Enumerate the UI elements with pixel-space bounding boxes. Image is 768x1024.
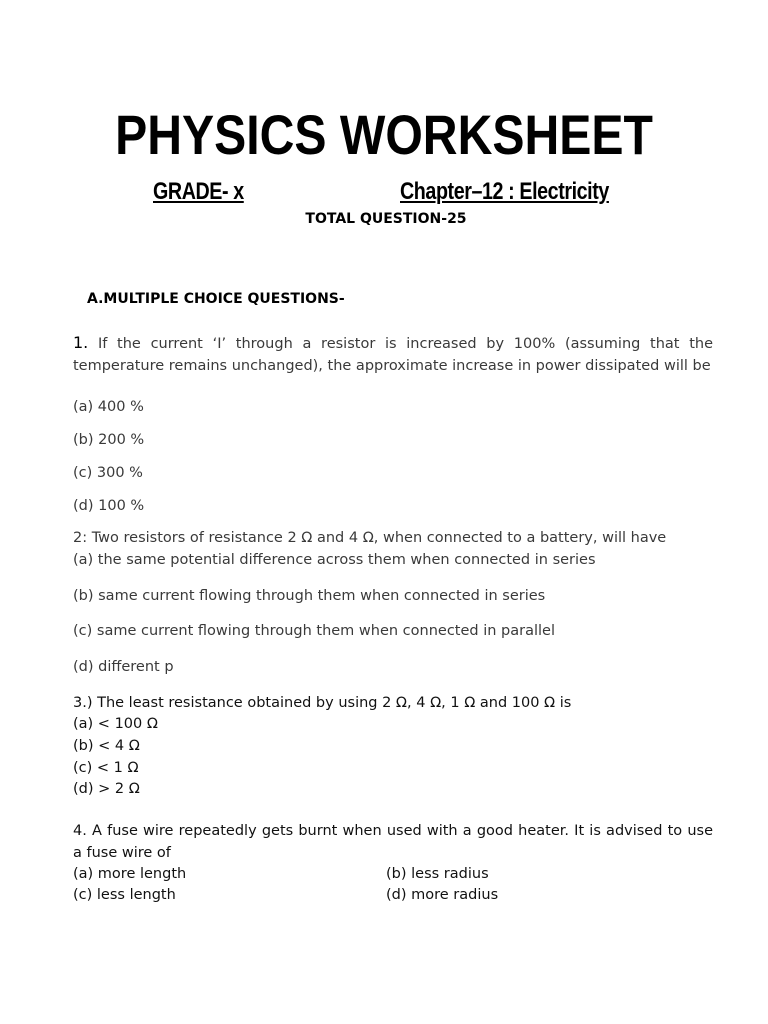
q3-option-d: (d) > 2 Ω (73, 781, 140, 797)
q2-option-a: (a) the same potential difference across them when connected in series (73, 552, 596, 568)
question-1-number: 1. (73, 333, 89, 352)
q1-option-a: (a) 400 % (73, 399, 144, 415)
q4-option-d: (d) more radius (386, 887, 499, 903)
grade-label: GRADE- x (153, 178, 244, 205)
q4-option-a: (a) more length (73, 866, 187, 882)
question-1-text: If the current ‘I’ through a resistor is increased by 100% (assuming that the temperature remains unchanged), the approximate increase in power dissipated will be (73, 336, 713, 374)
q2-option-b: (b) same current flowing through them when connected in series (73, 588, 546, 604)
q1-option-b: (b) 200 % (73, 432, 145, 448)
question-4-text: 4. A fuse wire repeatedly gets burnt when used with a good heater. It is advised to use a fuse wire of (73, 823, 713, 861)
q2-option-d: (d) different p (73, 659, 174, 675)
chapter-label: Chapter–12 : Electricity (400, 178, 609, 205)
section-heading: A.MULTIPLE CHOICE QUESTIONS- (87, 291, 345, 307)
worksheet-title: PHYSICS WORKSHEET (115, 103, 653, 166)
q4-option-c: (c) less length (73, 887, 176, 903)
question-3-text: 3.) The least resistance obtained by using 2 Ω, 4 Ω, 1 Ω and 100 Ω is (73, 695, 572, 711)
question-1 (73, 332, 713, 377)
q3-option-b: (b) < 4 Ω (73, 738, 140, 754)
q4-option-b: (b) less radius (386, 866, 489, 882)
q2-option-c: (c) same current flowing through them when connected in parallel (73, 623, 555, 639)
q3-option-c: (c) < 1 Ω (73, 760, 139, 776)
question-2-text: 2: Two resistors of resistance 2 Ω and 4 Ω, when connected to a battery, will have (73, 530, 667, 546)
q1-option-c: (c) 300 % (73, 465, 143, 481)
total-questions: TOTAL QUESTION-25 (305, 211, 467, 227)
q1-option-d: (d) 100 % (73, 498, 145, 514)
q3-option-a: (a) < 100 Ω (73, 716, 158, 732)
